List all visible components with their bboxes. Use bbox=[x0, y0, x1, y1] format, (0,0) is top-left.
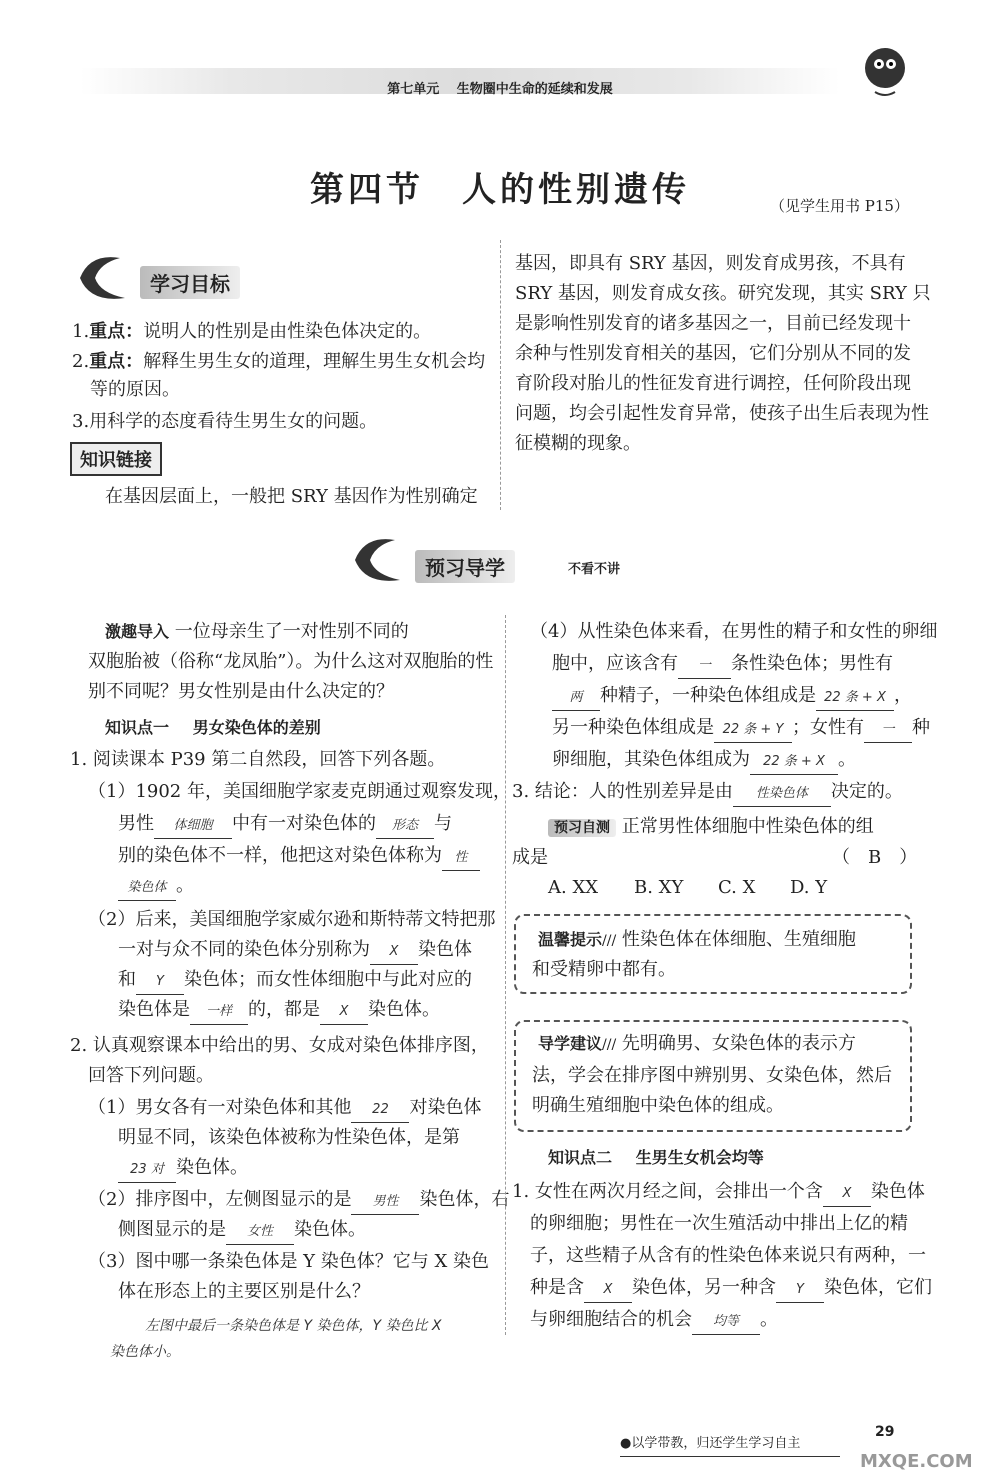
answer-blank: Y bbox=[136, 970, 184, 995]
q1-p2-line3 bbox=[118, 968, 472, 995]
objective-text-cont: 等的原因。 bbox=[90, 379, 180, 400]
answer-blank: 一样 bbox=[190, 1000, 248, 1025]
preview-badge: 预习导学 bbox=[415, 550, 515, 583]
q2-p2-line2 bbox=[118, 1218, 366, 1245]
q1-4-text: 另一种染色体组成是 bbox=[552, 717, 714, 738]
objective-text: 解释生男生女的道理，理解生男生女机会均 bbox=[143, 351, 486, 372]
q1-4-text: （4）从性染色体来看，在男性的精子和女性的卵细 bbox=[530, 621, 938, 642]
q1-4-line2 bbox=[552, 652, 893, 679]
answer-blank: 23 对 bbox=[118, 1158, 176, 1183]
link-badge: 知识链接 bbox=[70, 442, 162, 476]
unit-number: 第七单元 bbox=[387, 82, 440, 97]
footer-slogan: ●以学带教，归还学生学习自主 bbox=[620, 1432, 840, 1457]
kp2-q-text: 种是含 bbox=[530, 1277, 584, 1298]
q2-p3-text: 体在形态上的主要区别是什么？ bbox=[118, 1281, 370, 1302]
q1-text: 染色体。 bbox=[368, 999, 440, 1020]
column-divider bbox=[500, 240, 501, 510]
watermark: MXQE.COM bbox=[860, 1451, 973, 1472]
swirl-icon bbox=[345, 530, 415, 590]
q1-p2-line4 bbox=[118, 998, 440, 1025]
answer-blank: 两 bbox=[552, 686, 600, 711]
kp2-q-text: 1. 女性在两次月经之间，会排出一个含 bbox=[512, 1181, 823, 1202]
q2-text: 染色体。 bbox=[294, 1219, 366, 1240]
selftest-answer: （ B ） bbox=[832, 847, 918, 868]
tip-text: 和受精卵中都有。 bbox=[532, 959, 676, 980]
option-d: D. Y bbox=[790, 877, 828, 898]
mascot-icon bbox=[855, 40, 915, 100]
selftest-tag: 预习自测 bbox=[548, 819, 616, 837]
q2-text: （2）排序图中，左侧图显示的是 bbox=[88, 1189, 352, 1210]
q1-text: 男性 bbox=[118, 813, 154, 834]
link-line: 问题，均会引起性发育异常，使孩子出生后表现为性 bbox=[515, 403, 929, 424]
q2-p1-line3 bbox=[118, 1156, 248, 1183]
answer-blank: 性染色体 bbox=[733, 782, 831, 807]
answer-blank: 22 bbox=[351, 1098, 409, 1123]
q1-p1-line3 bbox=[118, 844, 480, 871]
q2-text: 对染色体 bbox=[409, 1097, 482, 1118]
selftest-line1 bbox=[548, 815, 874, 840]
answer-blank: 女性 bbox=[226, 1220, 294, 1245]
kp1-title: 男女染色体的差别 bbox=[192, 718, 321, 737]
q2-stem: 2. 认真观察课本中给出的男、女成对染色体排序图， bbox=[70, 1035, 489, 1056]
answer-blank: 体细胞 bbox=[154, 814, 232, 839]
handwritten-answer: 染色体小。 bbox=[110, 1344, 180, 1360]
intro-tag: 激趣导入 bbox=[105, 622, 170, 641]
selftest-question: 成是 bbox=[512, 847, 548, 868]
kp2-heading bbox=[548, 1146, 764, 1170]
q1-text: 中有一对染色体的 bbox=[232, 813, 376, 834]
q2-p3-text: （3）图中哪一条染色体是 Y 染色体？它与 X 染色 bbox=[88, 1251, 490, 1272]
column-divider bbox=[505, 615, 506, 1335]
kp2-q-text: 。 bbox=[760, 1309, 778, 1330]
objective-text: 说明人的性别是由性染色体决定的。 bbox=[143, 321, 432, 342]
tip-text: 性染色体在体细胞、生殖细胞 bbox=[621, 929, 856, 950]
kp2-title: 生男生女机会均等 bbox=[635, 1148, 764, 1167]
link-line: 余种与性别发育相关的基因，它们分别从不同的发 bbox=[515, 343, 911, 364]
objective-key: 重点： bbox=[89, 351, 144, 372]
kp2-q-line1 bbox=[512, 1180, 925, 1207]
answer-blank: 男性 bbox=[351, 1190, 419, 1215]
q2-stem: 回答下列问题。 bbox=[88, 1065, 214, 1086]
q1-4-text: 种精子，一种染色体组成是 bbox=[600, 685, 816, 706]
answer-blank: 22 条 + X bbox=[750, 750, 838, 775]
page-number: 29 bbox=[875, 1424, 895, 1440]
q1-4-line4 bbox=[552, 716, 930, 743]
option-a: A. XX bbox=[548, 877, 599, 898]
q2-p2-line1 bbox=[88, 1188, 509, 1215]
q2-text: 明显不同，该染色体被称为性染色体，是第 bbox=[118, 1127, 460, 1148]
q1-stem: 1. 阅读课本 P39 第二自然段，回答下列各题。 bbox=[70, 749, 446, 770]
answer-blank: X bbox=[320, 1000, 368, 1025]
q1-4-text: ， bbox=[894, 685, 912, 706]
answer-blank: X bbox=[370, 940, 418, 965]
link-line: 基因，即具有 SRY 基因，则发育成男孩，不具有 bbox=[515, 253, 906, 274]
answer-blank: X bbox=[823, 1182, 871, 1207]
q1-4-text: 。 bbox=[838, 749, 856, 770]
tip-line1: 温馨提示/// 性染色体在体细胞、生殖细胞 bbox=[538, 929, 856, 950]
q1-4-text: 种 bbox=[912, 717, 930, 738]
unit-header bbox=[0, 78, 1000, 97]
kp2-q-text: 染色体，另一种含 bbox=[632, 1277, 776, 1298]
preview-note: 不看不讲 bbox=[568, 562, 621, 577]
kp2-q-text: 染色体 bbox=[870, 1181, 925, 1202]
q3-text: 3. 结论：人的性别差异是由 bbox=[512, 781, 733, 802]
option-b: B. XY bbox=[634, 877, 684, 898]
q1-p1-line2 bbox=[118, 812, 452, 839]
q1-p1-text: （1）1902 年，美国细胞学家麦克朗通过观察发现， bbox=[88, 781, 511, 802]
objective-text: 用科学的态度看待生男生女的问题。 bbox=[89, 411, 378, 432]
q2-text: （1）男女各有一对染色体和其他 bbox=[88, 1097, 352, 1118]
q1-4-text: 条性染色体；男性有 bbox=[731, 653, 893, 674]
q1-p2-text: （2）后来，美国细胞学家威尔逊和斯特蒂文特把那 bbox=[88, 909, 496, 930]
reference: （见学生用书 P15） bbox=[770, 197, 909, 215]
kp2-q-text: 染色体，它们 bbox=[824, 1277, 932, 1298]
q1-text: 染色体是 bbox=[118, 999, 190, 1020]
answer-blank: Y bbox=[776, 1278, 824, 1303]
q3-line bbox=[512, 780, 903, 807]
q1-4-text: 卵细胞，其染色体组成为 bbox=[552, 749, 750, 770]
answer-blank: 一 bbox=[678, 654, 731, 679]
q1-p2-line2 bbox=[118, 938, 472, 965]
q1-4-text: 胞中，应该含有 bbox=[552, 653, 678, 674]
q1-text: 染色体 bbox=[418, 939, 472, 960]
q2-text: 侧图显示的是 bbox=[118, 1219, 226, 1240]
answer-blank: 22 条 + X bbox=[816, 686, 894, 711]
q1-text: 和 bbox=[118, 969, 136, 990]
q2-text: 染色体。 bbox=[176, 1157, 248, 1178]
advice-text: 先明确男、女染色体的表示方 bbox=[621, 1033, 856, 1054]
kp1-tag: 知识点一 bbox=[105, 718, 170, 737]
objective-num: 2. bbox=[72, 351, 90, 372]
link-line: 在基因层面上，一般把 SRY 基因作为性别确定 bbox=[105, 486, 478, 507]
q1-text: 的，都是 bbox=[248, 999, 320, 1020]
q1-text: 。 bbox=[176, 875, 194, 896]
q1-4-text: ；女性有 bbox=[792, 717, 864, 738]
advice-label: 导学建议 bbox=[538, 1034, 603, 1053]
intro-text: 双胞胎被（俗称“龙凤胎”）。为什么这对双胞胎的性 bbox=[88, 651, 494, 672]
link-line: 是影响性别发育的诸多基因之一，目前已经发现十 bbox=[515, 313, 911, 334]
intro-text: 一位母亲生了一对性别不同的 bbox=[174, 621, 409, 642]
advice-text: 明确生殖细胞中染色体的组成。 bbox=[532, 1095, 784, 1116]
q1-text: 别的染色体不一样，他把这对染色体称为 bbox=[118, 845, 442, 866]
q3-text: 决定的。 bbox=[830, 781, 903, 802]
answer-blank: X bbox=[584, 1278, 632, 1303]
advice-text: 法，学会在排序图中辨别男、女染色体，然后 bbox=[532, 1065, 892, 1086]
q1-text: 染色体；而女性体细胞中与此对应的 bbox=[184, 969, 472, 990]
answer-blank: 一 bbox=[864, 718, 912, 743]
tip-box bbox=[514, 914, 912, 994]
kp2-q-line5 bbox=[530, 1308, 778, 1335]
q2-p1-line1 bbox=[88, 1096, 481, 1123]
objective-2 bbox=[72, 350, 485, 374]
kp2-q-line4 bbox=[530, 1276, 932, 1303]
objective-1 bbox=[72, 320, 431, 344]
q1-p1-line4 bbox=[118, 874, 194, 901]
link-line: 育阶段对胎儿的性征发育进行调控，任何阶段出现 bbox=[515, 373, 911, 394]
q1-text: 一对与众不同的染色体分别称为 bbox=[118, 939, 370, 960]
objective-3 bbox=[72, 410, 377, 434]
answer-blank: 染色体 bbox=[118, 876, 176, 901]
objective-num: 1. bbox=[72, 321, 90, 342]
kp2-q-text: 子，这些精子从含有的性染色体来说只有两种，一 bbox=[530, 1245, 926, 1266]
handwritten-answer: 左图中最后一条染色体是 Y 染色体，Y 染色比 X bbox=[145, 1318, 442, 1334]
link-line: 征模糊的现象。 bbox=[515, 433, 641, 454]
tip-label: 温馨提示 bbox=[538, 930, 603, 949]
objective-key: 重点： bbox=[89, 321, 144, 342]
intro-text: 别不同呢？男女性别是由什么决定的？ bbox=[88, 681, 394, 702]
q1-4-line3 bbox=[552, 684, 912, 711]
objectives-badge: 学习目标 bbox=[140, 266, 240, 299]
unit-title: 生物圈中生命的延续和发展 bbox=[456, 82, 613, 97]
q2-text: 染色体，右 bbox=[419, 1189, 510, 1210]
kp1-heading bbox=[105, 716, 321, 740]
answer-blank: 形态 bbox=[376, 814, 434, 839]
q1-text: 与 bbox=[434, 813, 452, 834]
swirl-icon bbox=[70, 248, 140, 308]
answer-blank: 性 bbox=[442, 846, 480, 871]
page-title: 第四节 人的性别遗传 bbox=[310, 170, 690, 210]
selftest-question: 正常男性体细胞中性染色体的组 bbox=[621, 816, 874, 837]
kp2-q-text: 的卵细胞；男性在一次生殖活动中排出上亿的精 bbox=[530, 1213, 908, 1234]
q1-4-line5 bbox=[552, 748, 856, 775]
answer-blank: 均等 bbox=[692, 1310, 760, 1335]
kp2-q-text: 与卵细胞结合的机会 bbox=[530, 1309, 692, 1330]
advice-line1: 导学建议/// 先明确男、女染色体的表示方 bbox=[538, 1033, 856, 1054]
answer-blank: 22 条 + Y bbox=[714, 718, 792, 743]
objective-num: 3. bbox=[72, 411, 90, 432]
intro-line-1 bbox=[105, 620, 409, 644]
option-c: C. X bbox=[718, 877, 756, 898]
link-line: SRY 基因，则发育成女孩。研究发现，其实 SRY 只 bbox=[515, 283, 931, 304]
kp2-tag: 知识点二 bbox=[548, 1148, 613, 1167]
